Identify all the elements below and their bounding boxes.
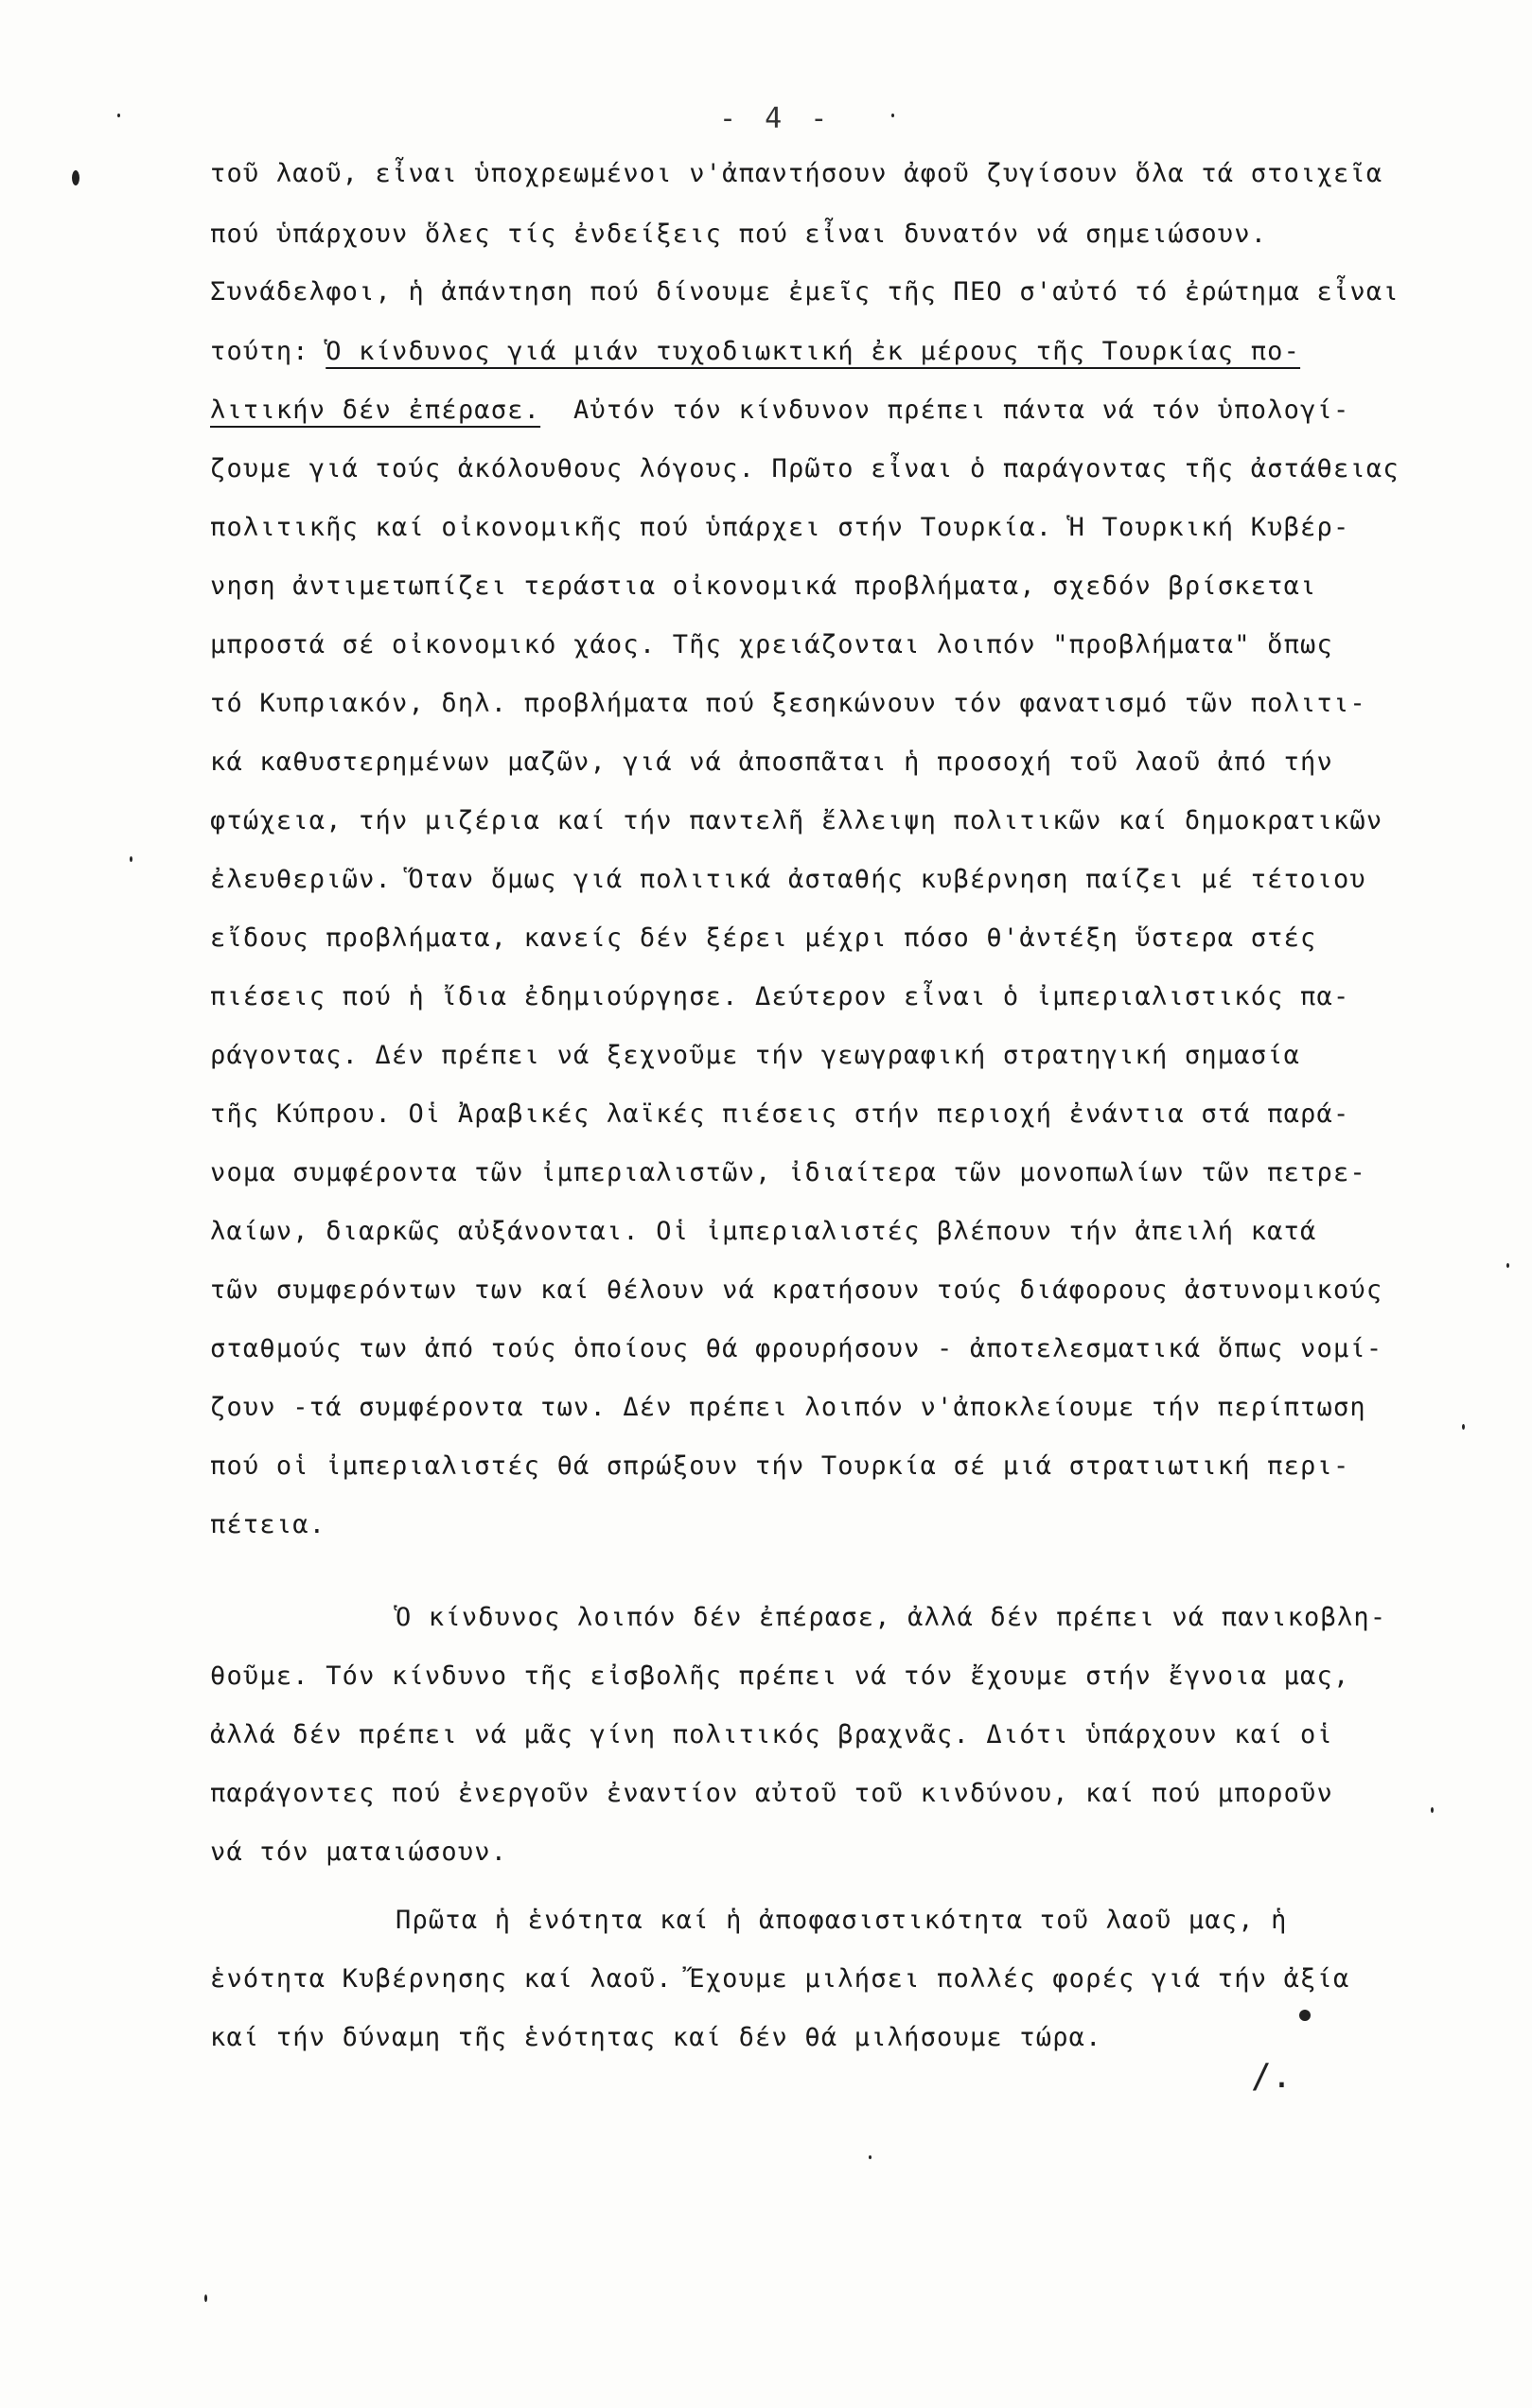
text-line: ἀλλά δέν πρέπει νά μᾶς γίνη πολιτικός βραχνᾶς. Διότι ὑπάρχουν καί οἱ bbox=[210, 1720, 1333, 1749]
text-line: ἑνότητα Κυβέρνησης καί λαοῦ. Ἔχουμε μιλήσει πολλές φορές γιά τήν ἀξία bbox=[210, 1964, 1350, 1994]
text-line: νά τόν ματαιώσουν. bbox=[210, 1837, 508, 1867]
scan-speck bbox=[72, 170, 79, 185]
scan-speck bbox=[891, 114, 894, 117]
text-line: τοῦ λαοῦ, εἶναι ὑποχρεωμένοι ν'ἀπαντήσουν ἀφοῦ ζυγίσουν ὅλα τά στοιχεῖα bbox=[210, 159, 1383, 188]
text-line: φτώχεια, τήν μιζέρια καί τήν παντελῆ ἔλλειψη πολιτικῶν καί δημοκρατικῶν bbox=[210, 806, 1383, 835]
text-line-with-underline bbox=[210, 392, 1349, 430]
end-mark: /. bbox=[1251, 2057, 1293, 2096]
text-line: εἴδους προβλήματα, κανείς δέν ξέρει μέχρι πόσο θ'ἀντέξη ὕστερα στές bbox=[210, 923, 1317, 953]
text-line: μπροστά σέ οἰκονομικό χάος. Τῆς χρειάζονται λοιπόν "προβλήματα" ὅπως bbox=[210, 630, 1333, 659]
scan-speck bbox=[1299, 2010, 1311, 2021]
scan-speck bbox=[1506, 1263, 1509, 1268]
paragraph-start: Ὁ κίνδυνος λοιπόν δέν ἐπέρασε, ἀλλά δέν πρέπει νά πανικοβλη- bbox=[396, 1603, 1387, 1632]
text-line: ζουν -τά συμφέροντα των. Δέν πρέπει λοιπόν ν'ἀποκλείουμε τήν περίπτωση bbox=[210, 1393, 1366, 1422]
text-line: Συνάδελφοι, ἡ ἀπάντηση πού δίνουμε ἐμεῖς τῆς ΠΕΟ σ'αὐτό τό ἐρώτημα εἶναι bbox=[210, 277, 1400, 307]
text-line: πολιτικῆς καί οἰκονομικῆς πού ὑπάρχει στήν Τουρκία. Ἡ Τουρκική Κυβέρ- bbox=[210, 513, 1350, 542]
text-line: θοῦμε. Τόν κίνδυνο τῆς εἰσβολῆς πρέπει νά τόν ἔχουμε στήν ἔγνοια μας, bbox=[210, 1661, 1350, 1691]
underlined-phrase: Ὁ κίνδυνος γιά μιάν τυχοδιωκτική ἐκ μέρους τῆς Τουρκίας πο- bbox=[326, 337, 1301, 366]
text-line: πού οἱ ἰμπεριαλιστές θά σπρώξουν τήν Τουρκία σέ μιά στρατιωτική περι- bbox=[210, 1451, 1350, 1481]
text-line: καί τήν δύναμη τῆς ἑνότητας καί δέν θά μιλήσουμε τώρα. bbox=[210, 2023, 1102, 2052]
line-rest: Αὐτόν τόν κίνδυνον πρέπει πάντα νά τόν ὑπολογί- bbox=[573, 395, 1350, 425]
scan-speck bbox=[204, 2294, 207, 2302]
text-line: πέτεια. bbox=[210, 1510, 326, 1539]
scan-speck bbox=[869, 2155, 872, 2159]
text-line: κά καθυστερημένων μαζῶν, γιά νά ἀποσπᾶται ἡ προσοχή τοῦ λαοῦ ἀπό τήν bbox=[210, 747, 1333, 777]
scan-speck bbox=[130, 856, 132, 862]
text-line: πού ὑπάρχουν ὅλες τίς ἐνδείξεις πού εἶναι δυνατόν νά σημειώσουν. bbox=[210, 220, 1268, 249]
text-line: λαίων, διαρκῶς αὐξάνονται. Οἱ ἰμπεριαλιστές βλέπουν τήν ἀπειλή κατά bbox=[210, 1217, 1317, 1246]
scan-speck bbox=[117, 114, 120, 117]
paragraph-start: Πρῶτα ἡ ἑνότητα καί ἡ ἀποφασιστικότητα τοῦ λαοῦ μας, ἡ bbox=[396, 1906, 1288, 1935]
text-line: σταθμούς των ἀπό τούς ὁποίους θά φρουρήσουν - ἀποτελεσματικά ὅπως νομί- bbox=[210, 1334, 1383, 1363]
scan-speck bbox=[1462, 1424, 1465, 1430]
text-line: νομα συμφέροντα τῶν ἰμπεριαλιστῶν, ἰδιαίτερα τῶν μονοπωλίων τῶν πετρε- bbox=[210, 1158, 1366, 1187]
scan-speck bbox=[1431, 1807, 1434, 1813]
line-prefix: τούτη: bbox=[210, 337, 326, 366]
text-line: ἐλευθεριῶν. Ὅταν ὅμως γιά πολιτικά ἀσταθής κυβέρνηση παίζει μέ τέτοιου bbox=[210, 865, 1366, 894]
text-line: ζουμε γιά τούς ἀκόλουθους λόγους. Πρῶτο εἶναι ὁ παράγοντας τῆς ἀστάθειας bbox=[210, 454, 1400, 483]
text-line: νηση ἀντιμετωπίζει τεράστια οἰκονομικά προβλήματα, σχεδόν βρίσκεται bbox=[210, 571, 1317, 601]
text-line: τό Κυπριακόν, δηλ. προβλήματα πού ξεσηκώνουν τόν φανατισμό τῶν πολιτι- bbox=[210, 689, 1366, 718]
text-line-with-underline bbox=[210, 333, 1300, 371]
underlined-phrase: λιτικήν δέν ἐπέρασε. bbox=[210, 395, 541, 425]
text-line: τῆς Κύπρου. Οἱ Ἀραβικές λαϊκές πιέσεις στήν περιοχή ἐνάντια στά παρά- bbox=[210, 1099, 1350, 1129]
text-line: πιέσεις πού ἡ ἴδια ἐδημιούργησε. Δεύτερον εἶναι ὁ ἰμπεριαλιστικός πα- bbox=[210, 982, 1350, 1011]
text-line: παράγοντες πού ἐνεργοῦν ἐναντίον αὐτοῦ τοῦ κινδύνου, καί πού μποροῦν bbox=[210, 1779, 1333, 1808]
text-line: ράγοντας. Δέν πρέπει νά ξεχνοῦμε τήν γεωγραφική στρατηγική σημασία bbox=[210, 1041, 1301, 1070]
page-number: - 4 - bbox=[719, 102, 834, 135]
text-line: τῶν συμφερόντων των καί θέλουν νά κρατήσουν τούς διάφορους ἀστυνομικούς bbox=[210, 1275, 1383, 1305]
